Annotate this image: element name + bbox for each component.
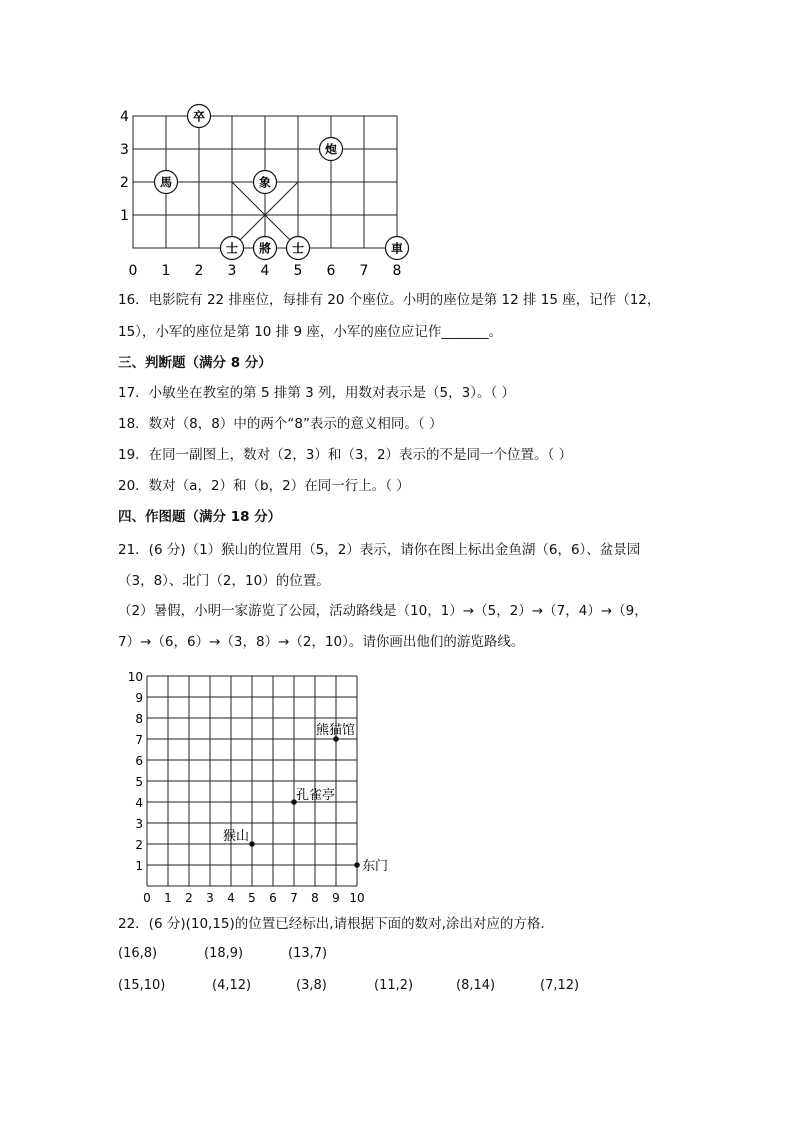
question-21-line4: 7）→（6，6）→（3，8）→（2，10）。请你画出他们的游览路线。	[118, 634, 525, 650]
park-point-dot	[354, 862, 360, 868]
chess-x-tick-label: 1	[161, 263, 171, 279]
park-x-tick-label: 1	[164, 891, 172, 905]
park-points	[223, 722, 388, 874]
chess-x-tick-label: 2	[194, 263, 204, 279]
section-4-heading: 四、作图题（满分 18 分）	[118, 509, 282, 525]
park-map-figure	[118, 664, 408, 905]
park-y-tick-label: 5	[135, 775, 143, 789]
q22-pair: (18,9)	[204, 946, 244, 961]
q22-pair: (3,8)	[296, 978, 327, 993]
park-x-tick-label: 2	[185, 891, 193, 905]
chess-piece	[287, 237, 310, 260]
chess-piece	[254, 171, 277, 194]
chess-x-tick-label: 3	[227, 263, 237, 279]
chess-piece	[155, 171, 178, 194]
park-point-label: 孔雀亭	[296, 788, 336, 803]
chess-piece-label: 士	[291, 241, 305, 256]
question-22-line1: 22．(6 分)(10,15)的位置已经标出,请根据下面的数对,涂出对应的方格．	[118, 916, 554, 932]
park-point-label: 猴山	[222, 829, 249, 844]
question-17: 17．小敏坐在教室的第 5 排第 3 列，用数对表示是（5，3）。（ ）	[118, 385, 515, 401]
section-3-heading: 三、判断题（满分 8 分）	[118, 355, 272, 371]
chess-piece-label: 象	[258, 175, 272, 190]
park-x-tick-label: 3	[206, 891, 214, 905]
chess-y-tick-label: 4	[120, 109, 129, 125]
chess-y-tick-label: 2	[120, 175, 129, 191]
question-19: 19．在同一副图上，数对（2，3）和（3，2）表示的不是同一个位置。（ ）	[118, 447, 573, 463]
park-point	[291, 787, 335, 805]
park-x-tick-label: 10	[349, 891, 365, 905]
q22-pair: (11,2)	[374, 978, 414, 993]
q22-pair: (16,8)	[118, 946, 158, 961]
question-21-line3: （2）暑假，小明一家游览了公园，活动路线是（10，1）→（5，2）→（7，4）→（9，	[118, 603, 648, 619]
park-y-tick-label: 1	[135, 859, 143, 873]
chess-piece-label: 炮	[324, 142, 338, 157]
chess-piece-label: 士	[225, 241, 239, 256]
park-x-tick-label: 6	[269, 891, 277, 905]
chess-x-tick-label: 5	[293, 263, 303, 279]
park-x-tick-label: 8	[311, 891, 319, 905]
park-x-tick-label: 5	[248, 891, 256, 905]
park-point	[354, 859, 388, 874]
park-y-tick-label: 10	[127, 670, 143, 684]
park-y-tick-label: 7	[135, 733, 143, 747]
park-x-tick-label: 7	[290, 891, 298, 905]
park-x-tick-label: 0	[143, 891, 151, 905]
chess-piece	[386, 237, 409, 260]
q22-pair: (13,7)	[288, 946, 328, 961]
chess-piece-label: 卒	[192, 109, 206, 124]
q22-pair: (15,10)	[118, 978, 166, 993]
question-16-line1: 16．电影院有 22 排座位，每排有 20 个座位。小明的座位是第 12 排 15 座，记作（12，	[118, 292, 661, 308]
question-20: 20．数对（a，2）和（b，2）在同一行上。（ ）	[118, 478, 410, 494]
chess-piece-label: 馬	[159, 175, 173, 190]
chess-x-tick-label: 7	[359, 263, 369, 279]
chess-y-tick-label: 3	[120, 142, 129, 158]
question-18: 18．数对（8，8）中的两个“8”表示的意义相同。（ ）	[118, 416, 443, 432]
chess-piece-label: 車	[390, 241, 404, 256]
park-x-tick-label: 4	[227, 891, 235, 905]
chess-piece	[221, 237, 244, 260]
chess-x-tick-label: 6	[326, 263, 336, 279]
park-y-tick-label: 3	[135, 817, 143, 831]
park-x-tick-label: 9	[332, 891, 340, 905]
park-point-dot	[249, 841, 255, 847]
chess-y-tick-label: 1	[120, 208, 129, 224]
chess-piece	[254, 237, 277, 260]
chess-board-figure	[110, 100, 410, 280]
chess-x-tick-label: 8	[392, 263, 402, 279]
question-21-line2: （3，8）、北门（2，10）的位置。	[118, 573, 330, 589]
park-point-label: 熊猫馆	[316, 723, 356, 738]
q22-pair: (8,14)	[456, 978, 496, 993]
park-y-tick-label: 6	[135, 754, 143, 768]
chess-x-tick-label: 0	[128, 263, 138, 279]
park-y-tick-label: 8	[135, 712, 143, 726]
park-y-tick-label: 2	[135, 838, 143, 852]
park-grid	[147, 676, 357, 886]
q22-pair: (7,12)	[540, 978, 580, 993]
park-point-label: 东门	[362, 859, 389, 874]
question-21-line1: 21．(6 分)（1）猴山的位置用（5，2）表示，请你在图上标出金鱼湖（6，6）、盆景园	[118, 542, 641, 558]
q22-pair: (4,12)	[212, 978, 252, 993]
chess-piece	[320, 138, 343, 161]
question-16-line2: 15），小军的座位是第 10 排 9 座，小军的座位应记作_______。	[118, 324, 503, 340]
chess-x-tick-label: 4	[260, 263, 270, 279]
chess-piece	[188, 105, 211, 128]
chess-piece-label: 將	[258, 241, 272, 256]
park-y-tick-label: 9	[135, 691, 143, 705]
park-y-tick-label: 4	[135, 796, 143, 810]
